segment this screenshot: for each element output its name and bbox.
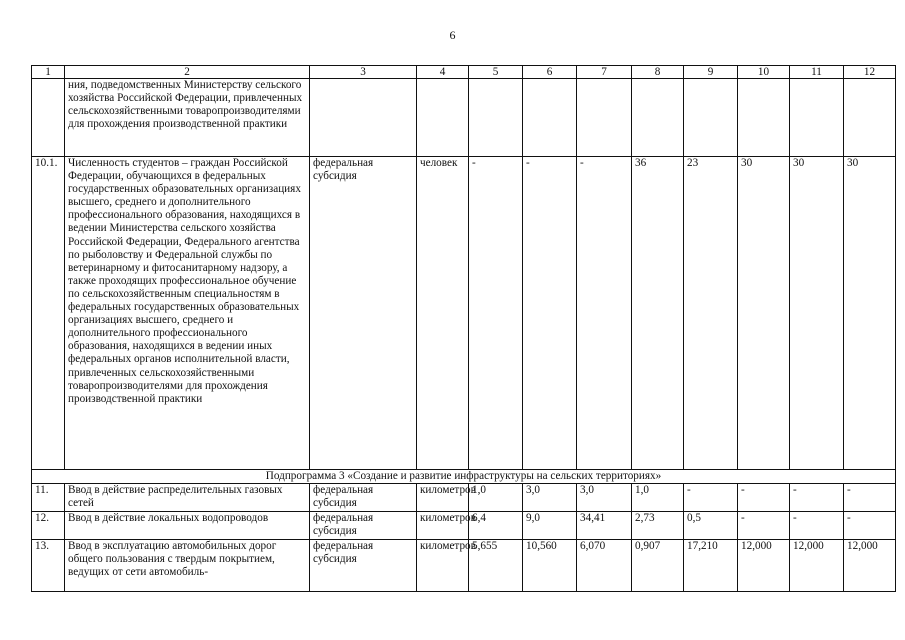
row-value: -: [738, 484, 790, 512]
row-value: -: [684, 484, 738, 512]
row-value: 30: [844, 157, 896, 470]
table-row: [32, 484, 896, 512]
row-value: -: [523, 157, 577, 470]
row-source: [310, 79, 417, 157]
row-description: Ввод в действие локальных водопроводов: [65, 512, 310, 540]
row-source: федеральная субсидия: [310, 512, 417, 540]
row-value: 6,4: [469, 512, 523, 540]
row-value: 1,0: [632, 484, 684, 512]
header-cell: 2: [65, 66, 310, 79]
row-value: -: [790, 512, 844, 540]
row-description: Ввод в действие распределительных газовых сетей: [65, 484, 310, 512]
header-row: [32, 66, 896, 79]
subprogram-row: [32, 470, 896, 484]
table-row: [32, 79, 896, 157]
header-cell: 3: [310, 66, 417, 79]
row-number: 12.: [32, 512, 65, 540]
row-source: федеральная субсидия: [310, 484, 417, 512]
row-value: 5,655: [469, 540, 523, 592]
row-value: -: [577, 157, 632, 470]
row-value: 6,070: [577, 540, 632, 592]
header-cell: 7: [577, 66, 632, 79]
row-value: -: [844, 512, 896, 540]
header-cell: 1: [32, 66, 65, 79]
row-value: [738, 79, 790, 157]
table-row: [32, 512, 896, 540]
row-value: [469, 79, 523, 157]
row-value: 12,000: [844, 540, 896, 592]
header-cell: 10: [738, 66, 790, 79]
header-cell: 11: [790, 66, 844, 79]
row-value: [684, 79, 738, 157]
header-cell: 12: [844, 66, 896, 79]
row-value: [632, 79, 684, 157]
row-value: -: [790, 484, 844, 512]
indicators-table: [31, 65, 896, 592]
row-value: [523, 79, 577, 157]
row-description: Численность студентов – граждан Российской Федерации, обучающихся в федеральных государственных образовательных организациях высшего, среднего и дополнительного профессионального образования, находящихся в ведении Министерства сельского хозяйства Российской Федерации, Федерального агентства по рыболовству и Федеральной службы по ветеринарному и фитосанитарному надзору, а также проходящих профессиональное обучение по сельскохозяйственным специальностям в федеральных государственных образовательных организациях высшего, среднего и дополнительного профессионального образования, находящихся в ведении иных федеральных органов исполнительной власти, привлеченных сельскохозяйственными товаропроизводителями для прохождения производственной практики: [65, 157, 310, 470]
row-value: 1,0: [469, 484, 523, 512]
row-unit: человек: [417, 157, 469, 470]
table-row: [32, 157, 896, 470]
row-unit: километров: [417, 484, 469, 512]
row-number: [32, 79, 65, 157]
row-unit: [417, 79, 469, 157]
row-source: федеральная субсидия: [310, 157, 417, 470]
row-value: 30: [790, 157, 844, 470]
header-cell: 9: [684, 66, 738, 79]
row-value: [844, 79, 896, 157]
row-source: федеральная субсидия: [310, 540, 417, 592]
row-value: 2,73: [632, 512, 684, 540]
row-value: 9,0: [523, 512, 577, 540]
header-cell: 5: [469, 66, 523, 79]
row-description: ния, подведомственных Министерству сельского хозяйства Российской Федерации, привлеченных сельскохозяйственными товаропроизводителями для прохождения производственной практики: [65, 79, 310, 157]
row-value: -: [738, 512, 790, 540]
row-value: 0,5: [684, 512, 738, 540]
row-value: [790, 79, 844, 157]
row-value: 36: [632, 157, 684, 470]
row-number: 13.: [32, 540, 65, 592]
row-value: [577, 79, 632, 157]
table-row: [32, 540, 896, 592]
row-unit: километров: [417, 512, 469, 540]
header-cell: 6: [523, 66, 577, 79]
row-value: 3,0: [577, 484, 632, 512]
subprogram-title: Подпрограмма 3 «Создание и развитие инфраструктуры на сельских территориях»: [32, 470, 896, 484]
row-value: 30: [738, 157, 790, 470]
row-value: 3,0: [523, 484, 577, 512]
row-value: 34,41: [577, 512, 632, 540]
row-unit: километров: [417, 540, 469, 592]
header-cell: 8: [632, 66, 684, 79]
row-value: 17,210: [684, 540, 738, 592]
row-value: 12,000: [790, 540, 844, 592]
header-cell: 4: [417, 66, 469, 79]
row-value: -: [844, 484, 896, 512]
row-value: 23: [684, 157, 738, 470]
page-number: 6: [449, 28, 456, 42]
row-value: 10,560: [523, 540, 577, 592]
row-number: 11.: [32, 484, 65, 512]
row-description: Ввод в эксплуатацию автомобильных дорог общего пользования с твердым покрытием, ведущих от сети автомобиль-: [65, 540, 310, 592]
row-value: 0,907: [632, 540, 684, 592]
row-number: 10.1.: [32, 157, 65, 470]
row-value: -: [469, 157, 523, 470]
row-value: 12,000: [738, 540, 790, 592]
